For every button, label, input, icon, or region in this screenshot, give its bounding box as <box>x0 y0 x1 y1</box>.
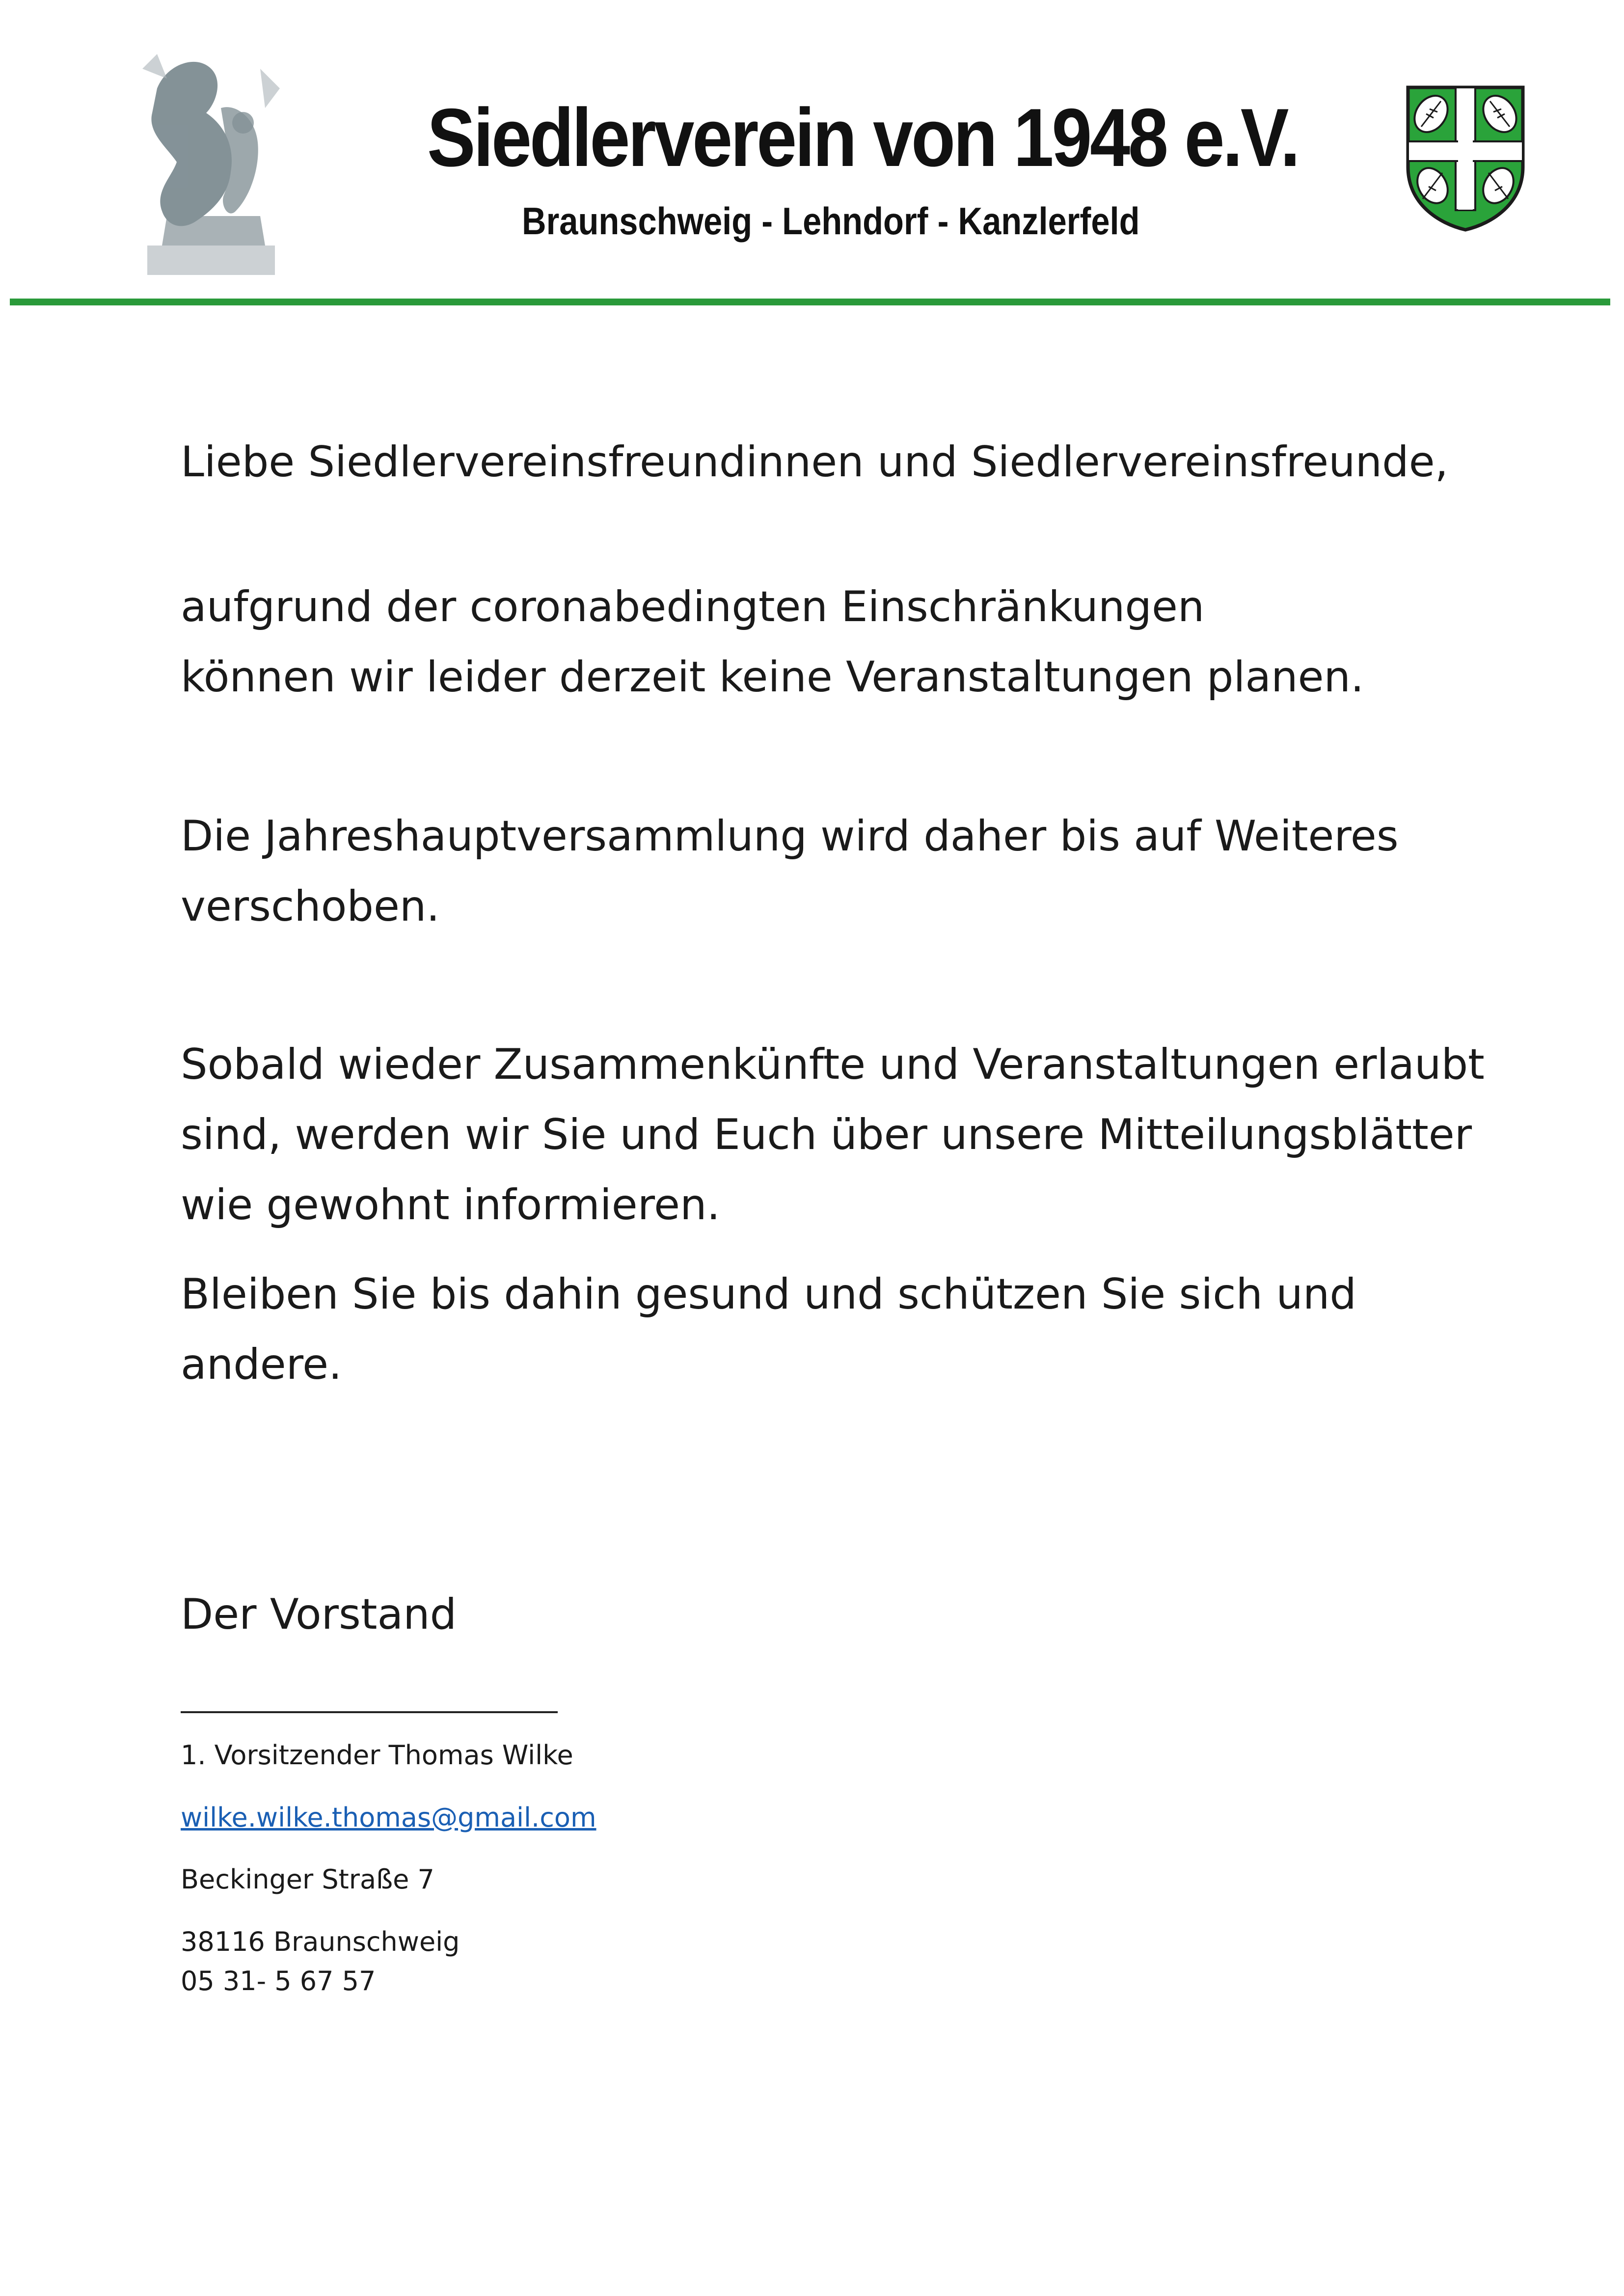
paragraph-line: sind, werden wir Sie und Euch über unsere Mitteilungsblätter <box>181 1110 1472 1159</box>
header-divider <box>10 299 1610 305</box>
closing: Der Vorstand <box>181 1590 457 1639</box>
cross-and-leaves-coat-of-arms-icon <box>1404 83 1527 233</box>
paragraph-line: aufgrund der coronabedingten Einschränkungen <box>181 582 1205 631</box>
contact-phone: 05 31- 5 67 57 <box>181 1966 376 1996</box>
contact-city: 38116 Braunschweig <box>181 1926 460 1957</box>
contact-street: Beckinger Straße 7 <box>181 1864 434 1895</box>
organization-title: Siedlerverein von 1948 e.V. <box>427 91 1299 184</box>
contact-name: 1. Vorsitzender Thomas Wilke <box>181 1740 573 1771</box>
statue-logo-icon <box>137 49 285 285</box>
paragraph-line: können wir leider derzeit keine Veranstaltungen planen. <box>181 653 1364 702</box>
email-link-text[interactable]: wilke.wilke.thomas@gmail.com <box>181 1802 596 1833</box>
greeting: Liebe Siedlervereinsfreundinnen und Siedlervereinsfreunde, <box>181 437 1448 487</box>
signature-line <box>181 1711 558 1713</box>
paragraph-line: wie gewohnt informieren. <box>181 1180 720 1230</box>
paragraph-line: andere. <box>181 1340 342 1389</box>
paragraph-line: Sobald wieder Zusammenkünfte und Veranstaltungen erlaubt <box>181 1040 1485 1089</box>
paragraph-line: Bleiben Sie bis dahin gesund und schützen Sie sich und <box>181 1270 1356 1319</box>
paragraph-line: Die Jahreshauptversammlung wird daher bis auf Weiteres <box>181 812 1399 861</box>
paragraph-line: verschoben. <box>181 882 440 931</box>
organization-subtitle: Braunschweig - Lehndorf - Kanzlerfeld <box>522 199 1140 243</box>
contact-email-link[interactable] <box>181 1798 966 1837</box>
